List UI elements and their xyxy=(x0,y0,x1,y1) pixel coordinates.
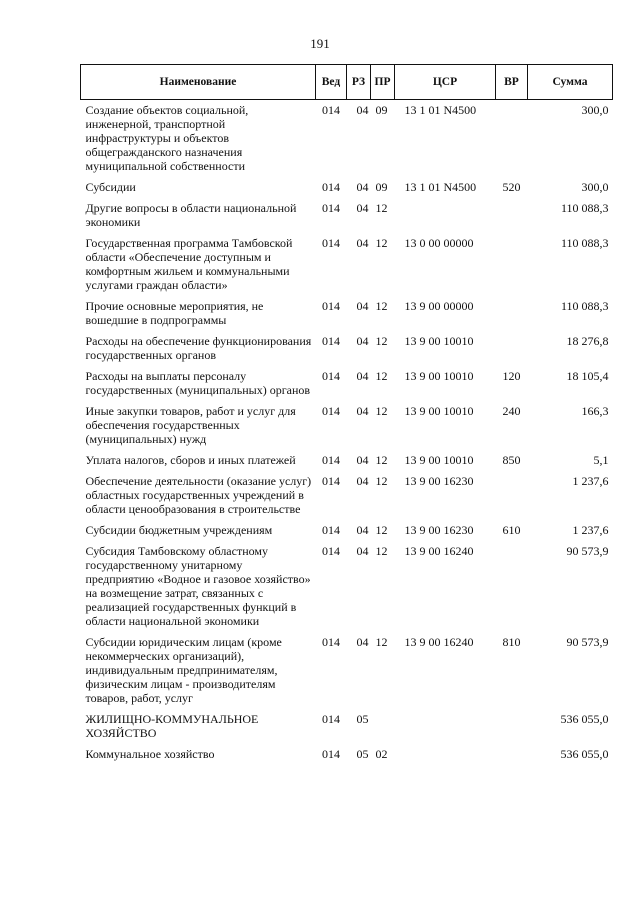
row-rz: 04 xyxy=(356,453,369,467)
row-sum: 536 055,0 xyxy=(560,712,609,726)
row-name: Расходы на выплаты персоналу государственных (муниципальных) органов xyxy=(85,369,311,397)
header-vr: ВР xyxy=(496,65,528,100)
row-vr: 850 xyxy=(502,453,521,467)
row-csr: 13 9 00 10010 xyxy=(404,404,474,418)
row-csr: 13 0 00 00000 xyxy=(404,236,474,250)
header-sum: Сумма xyxy=(528,65,613,100)
row-ved: 014 xyxy=(322,747,340,761)
row-pr: 02 xyxy=(375,747,388,761)
row-rz: 05 xyxy=(356,712,369,726)
budget-table xyxy=(80,64,613,765)
row-ved: 014 xyxy=(322,453,340,467)
row-sum: 110 088,3 xyxy=(560,299,609,313)
row-csr: 13 9 00 10010 xyxy=(404,334,474,348)
row-ved: 014 xyxy=(322,201,340,215)
row-ved: 014 xyxy=(322,334,340,348)
row-ved: 014 xyxy=(322,299,340,313)
row-name: Обеспечение деятельности (оказание услуг) областных государственных учреждений в области ценообразования в строительстве xyxy=(85,474,312,516)
row-pr: 12 xyxy=(375,453,388,467)
row-sum: 110 088,3 xyxy=(560,236,609,250)
row-name: Государственная программа Тамбовской области «Обеспечение доступным и комфортным жильем и коммунальными услугами граждан области» xyxy=(85,236,293,292)
row-ved: 014 xyxy=(322,544,340,558)
row-csr xyxy=(395,744,496,765)
row-pr: 12 xyxy=(375,544,388,558)
row-pr: 09 xyxy=(375,103,388,117)
row-pr: 12 xyxy=(375,236,388,250)
row-sum: 18 276,8 xyxy=(566,334,609,348)
table-row xyxy=(81,709,613,744)
row-rz: 04 xyxy=(356,523,369,537)
row-rz: 04 xyxy=(356,236,369,250)
table-row xyxy=(81,100,613,178)
row-csr: 13 1 01 N4500 xyxy=(404,103,477,117)
row-sum: 18 105,4 xyxy=(566,369,609,383)
row-name: Субсидии бюджетным учреждениям xyxy=(85,523,273,537)
row-pr: 12 xyxy=(375,523,388,537)
row-ved: 014 xyxy=(322,635,340,649)
row-rz: 04 xyxy=(356,635,369,649)
row-csr xyxy=(395,198,496,233)
header-name: Наименование xyxy=(81,65,316,100)
row-csr xyxy=(395,709,496,744)
row-ved: 014 xyxy=(322,236,340,250)
header-csr: ЦСР xyxy=(395,65,496,100)
row-vr xyxy=(496,331,528,366)
row-vr xyxy=(496,709,528,744)
row-vr xyxy=(496,744,528,765)
row-vr xyxy=(496,100,528,178)
table-row xyxy=(81,744,613,765)
table-row xyxy=(81,233,613,296)
row-pr: 12 xyxy=(375,369,388,383)
row-rz: 04 xyxy=(356,369,369,383)
table-row xyxy=(81,632,613,709)
header-pr: ПР xyxy=(371,65,395,100)
row-csr: 13 9 00 16240 xyxy=(404,544,474,558)
row-name: Субсидии xyxy=(85,180,136,194)
row-pr: 12 xyxy=(375,474,388,488)
row-vr xyxy=(496,233,528,296)
row-sum: 90 573,9 xyxy=(566,635,609,649)
row-name: Субсидия Тамбовскому областному государственному унитарному предприятию «Водное и газовое хозяйство» на возмещение затрат, связанных с реализацией государственных функций в области национальной экономики xyxy=(85,544,311,628)
table-row xyxy=(81,366,613,401)
row-name: Уплата налогов, сборов и иных платежей xyxy=(85,453,296,467)
header-rz: РЗ xyxy=(347,65,371,100)
table-row xyxy=(81,331,613,366)
row-rz: 04 xyxy=(356,299,369,313)
row-name: Коммунальное хозяйство xyxy=(85,747,215,761)
row-sum: 300,0 xyxy=(581,103,609,117)
row-ved: 014 xyxy=(322,523,340,537)
row-vr: 610 xyxy=(502,523,521,537)
row-csr: 13 9 00 16240 xyxy=(404,635,474,649)
header-ved: Вед xyxy=(316,65,347,100)
row-name: ЖИЛИЩНО-КОММУНАЛЬНОЕ ХОЗЯЙСТВО xyxy=(85,712,259,740)
row-rz: 04 xyxy=(356,103,369,117)
row-csr: 13 1 01 N4500 xyxy=(404,180,477,194)
row-ved: 014 xyxy=(322,180,340,194)
table-row xyxy=(81,198,613,233)
row-rz: 04 xyxy=(356,474,369,488)
row-rz: 04 xyxy=(356,404,369,418)
table-row xyxy=(81,520,613,541)
row-rz: 04 xyxy=(356,201,369,215)
row-pr xyxy=(371,709,395,744)
table-row xyxy=(81,541,613,632)
row-name: Другие вопросы в области национальной экономики xyxy=(85,201,297,229)
row-pr: 12 xyxy=(375,404,388,418)
row-pr: 12 xyxy=(375,201,388,215)
row-sum: 166,3 xyxy=(581,404,609,418)
row-pr: 12 xyxy=(375,635,388,649)
row-rz: 04 xyxy=(356,180,369,194)
row-pr: 12 xyxy=(375,299,388,313)
row-vr xyxy=(496,471,528,520)
row-name: Расходы на обеспечение функционирования государственных органов xyxy=(85,334,312,362)
row-sum: 1 237,6 xyxy=(572,523,609,537)
row-vr: 520 xyxy=(502,180,521,194)
row-ved: 014 xyxy=(322,712,340,726)
row-sum: 110 088,3 xyxy=(560,201,609,215)
row-vr: 810 xyxy=(502,635,521,649)
table-row xyxy=(81,471,613,520)
table-header-row xyxy=(81,65,613,100)
row-csr: 13 9 00 10010 xyxy=(404,453,474,467)
table-row xyxy=(81,177,613,198)
table-row xyxy=(81,401,613,450)
row-vr xyxy=(496,541,528,632)
table-row xyxy=(81,450,613,471)
row-rz: 05 xyxy=(356,747,369,761)
row-ved: 014 xyxy=(322,103,340,117)
row-csr: 13 9 00 00000 xyxy=(404,299,474,313)
row-sum: 5,1 xyxy=(593,453,609,467)
row-sum: 536 055,0 xyxy=(560,747,609,761)
row-csr: 13 9 00 16230 xyxy=(404,523,474,537)
row-pr: 09 xyxy=(375,180,388,194)
row-sum: 300,0 xyxy=(581,180,609,194)
row-vr: 240 xyxy=(502,404,521,418)
row-csr: 13 9 00 10010 xyxy=(404,369,474,383)
row-sum: 90 573,9 xyxy=(566,544,609,558)
row-rz: 04 xyxy=(356,334,369,348)
table-row xyxy=(81,296,613,331)
row-rz: 04 xyxy=(356,544,369,558)
row-ved: 014 xyxy=(322,404,340,418)
row-sum: 1 237,6 xyxy=(572,474,609,488)
row-name: Прочие основные мероприятия, не вошедшие в подпрограммы xyxy=(85,299,264,327)
row-ved: 014 xyxy=(322,474,340,488)
row-vr xyxy=(496,296,528,331)
row-csr: 13 9 00 16230 xyxy=(404,474,474,488)
row-name: Иные закупки товаров, работ и услуг для обеспечения государственных (муниципальных) нужд xyxy=(85,404,296,446)
row-vr: 120 xyxy=(502,369,521,383)
row-name: Создание объектов социальной, инженерной, транспортной инфраструктуры и объектов общегражданского назначения муниципальной собственности xyxy=(85,103,249,173)
row-ved: 014 xyxy=(322,369,340,383)
page-number: 191 xyxy=(310,36,330,51)
row-vr xyxy=(496,198,528,233)
row-name: Субсидии юридическим лицам (кроме некоммерческих организаций), индивидуальным предпринимателям, физическим лицам - производителям товаров, работ, услуг xyxy=(85,635,282,705)
row-pr: 12 xyxy=(375,334,388,348)
